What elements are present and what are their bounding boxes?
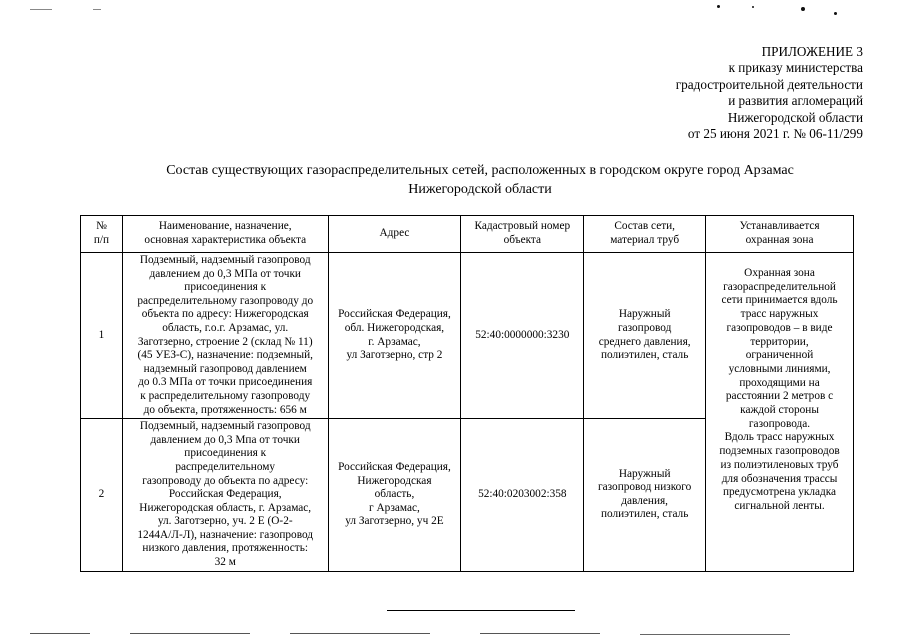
scan-speck: [752, 6, 754, 8]
appendix-line: ПРИЛОЖЕНИЕ 3: [761, 44, 863, 59]
scan-mark: [30, 9, 52, 10]
row-cadastral: 52:40:0000000:3230: [461, 253, 584, 419]
scan-mark: [30, 633, 90, 634]
document-title: [90, 161, 870, 199]
title-line: Нижегородской области: [408, 182, 552, 197]
table-header-row: [81, 216, 854, 253]
header-address: Адрес: [328, 216, 461, 253]
header-name: Наименование, назначение, основная характеристика объекта: [122, 216, 328, 253]
scan-speck: [801, 7, 805, 11]
appendix-line: к приказу министерства: [728, 60, 863, 76]
gas-network-table: [80, 215, 854, 572]
protection-zone-text: Охранная зона газораспределительной сети принимается вдоль трасс наружных газопроводов – в виде территории, ограниченной условными линиями, проходящими на расстоянии 2 метров с каждой стороны газопровода. Вдоль трасс наружных подземных газопроводов из полиэтиленовых труб для обозначения трассы предусмотрена укладка сигнальной ленты.: [706, 253, 854, 572]
scan-mark: [290, 633, 430, 634]
table-row: [81, 253, 854, 419]
scan-mark: [130, 633, 250, 634]
row-num: 1: [81, 253, 123, 419]
header-num: № п/п: [81, 216, 123, 253]
scan-mark: [93, 9, 101, 10]
appendix-header: [676, 44, 863, 142]
row-address: Российская Федерация, Нижегородская область, г Арзамас, ул Заготзерно, уч 2Е: [328, 419, 461, 572]
scan-speck: [834, 12, 837, 15]
row-network: Наружный газопровод среднего давления, полиэтилен, сталь: [584, 253, 706, 419]
row-name: Подземный, надземный газопровод давлением до 0,3 Мпа от точки присоединения к распределительному газопроводу до объекта по адресу: Российская Федерация, Нижегородская область, г. Арзамас, ул. Заготзерно, уч. 2 Е (О-2- 1244А/Л-Л), назначение: газопровод низкого давления, протяженность: 32 м: [122, 419, 328, 572]
row-num: 2: [81, 419, 123, 572]
scan-mark: [480, 633, 600, 634]
appendix-line: от 25 июня 2021 г. № 06-11/299: [687, 126, 863, 142]
row-address: Российская Федерация, обл. Нижегородская, г. Арзамас, ул Заготзерно, стр 2: [328, 253, 461, 419]
title-line: Состав существующих газораспределительных сетей, расположенных в городском округе город Арзамас: [166, 163, 794, 178]
appendix-line: Нижегородской области: [727, 109, 863, 125]
appendix-line: и развития агломераций: [728, 93, 863, 109]
row-network: Наружный газопровод низкого давления, полиэтилен, сталь: [584, 419, 706, 572]
header-zone: Устанавливается охранная зона: [706, 216, 854, 253]
header-network: Состав сети, материал труб: [584, 216, 706, 253]
closing-rule: [387, 610, 575, 611]
row-cadastral: 52:40:0203002:358: [461, 419, 584, 572]
scan-speck: [717, 5, 720, 8]
scan-mark: [640, 634, 790, 635]
appendix-line: градостроительной деятельности: [675, 76, 863, 92]
header-cadastral: Кадастровый номер объекта: [461, 216, 584, 253]
row-name: Подземный, надземный газопровод давлением до 0,3 МПа от точки присоединения к распределительному газопроводу до объекта по адресу: Нижегородская область, г.о.г. Арзамас, ул. Заготзерно, строение 2 (склад № 11) (45 УЕЗ-С), назначение: подземный, надземный газопровод давлением до 0.3 МПа от точки присоединения к распределительному газопроводу до объекта, протяженность: 656 м: [122, 253, 328, 419]
